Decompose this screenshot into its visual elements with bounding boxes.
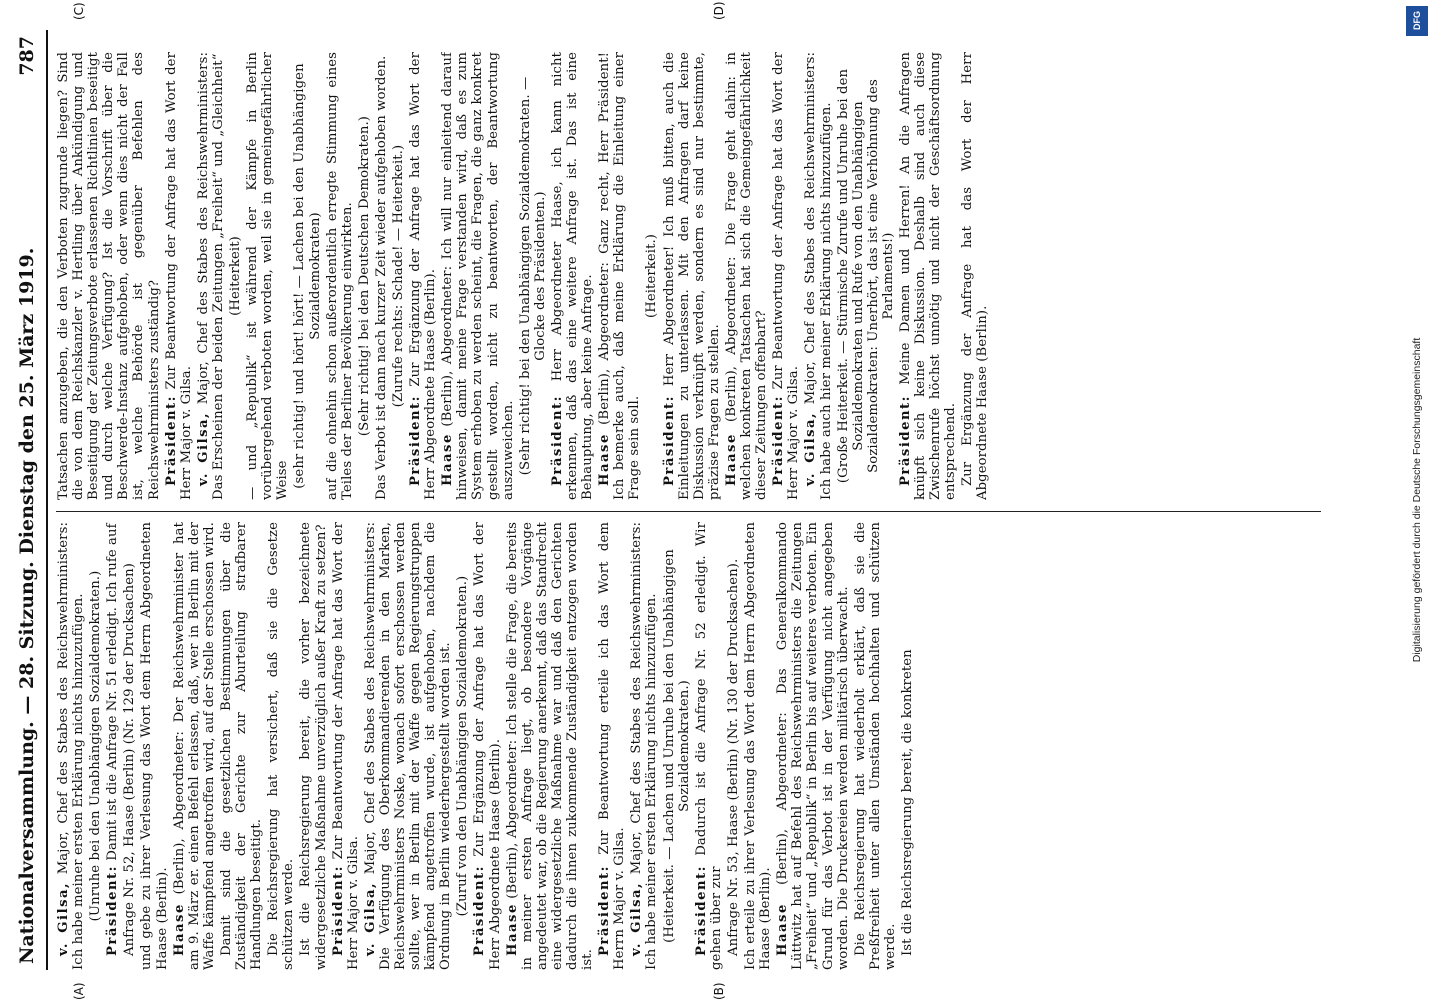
- speech-paragraph: [597, 522, 627, 970]
- paragraph-text: (Heiterkeit): [228, 236, 244, 316]
- paragraph: [960, 52, 990, 500]
- speech-paragraph: [164, 52, 194, 500]
- speech-paragraph: [550, 52, 595, 500]
- dfg-logo: DFG: [1406, 6, 1428, 36]
- speaker-name: Präsident:: [408, 394, 424, 486]
- paragraph-text: (Unruhe bei den Unabhängigen Sozialdemokraten.): [88, 570, 104, 922]
- stage-direction: [292, 52, 322, 500]
- speaker-name: Haase: [775, 903, 791, 956]
- speech-paragraph: [331, 522, 361, 970]
- speech-paragraph: [694, 522, 724, 970]
- paragraph-text: Zur Ergänzung der Anfrage hat das Wort der Herr Abgeordnete Haase (Berlin).: [472, 522, 503, 970]
- speaker-name: Haase: [440, 433, 456, 486]
- paragraph: [743, 522, 773, 970]
- digitization-credit: Digitalisierung gefördert durch die Deutsche Forschungsgemeinschaft: [1411, 337, 1423, 663]
- paragraph-text: (Große Heiterkeit. — Stürmische Zurufe und Unruhe bei den Sozialdemokraten und Rufe von den Unabhängigen Sozialdemokraten: Unerhört, das ist eine Verhöhnung des Parlaments!): [835, 68, 896, 484]
- speech-paragraph: [898, 52, 958, 500]
- paragraph-text: Damit ist die Anfrage Nr. 51 erledigt. Ich rufe auf: [105, 523, 121, 865]
- paragraph-text: Herr Abgeordneter! Ich muß bitten, auch die Einleitungen zu unterlassen. Mit den Anfragen darf keine Diskussion verknüpft werden, sondern es sind nur bestimmte, präzise Fragen zu stellen.: [661, 52, 722, 500]
- paragraph-text: Major, Chef des Stabes des Reichswehrministers: Ich habe meiner ersten Erklärung nichts hinzuzufügen.: [56, 522, 87, 970]
- paragraph: [56, 52, 162, 500]
- stage-direction: [455, 522, 470, 970]
- speaker-name: Präsident:: [661, 394, 677, 486]
- paragraph-text: Ich erteile zu ihrer Verlesung das Wort dem Herrn Abgeordneten Haase (Berlin).: [743, 522, 774, 970]
- paragraph-text: Zur Beantwortung der Anfrage hat das Wort der Herr Major v. Gilsa.: [771, 52, 802, 500]
- margin-marker-b: (B): [712, 982, 726, 1000]
- page-number: 787: [16, 36, 38, 76]
- speaker-name: Haase: [504, 903, 520, 956]
- paragraph-text: und gebe zu ihrer Verlesung das Wort dem Herrn Abgeordneten Haase (Berlin).: [139, 522, 170, 970]
- speaker-name: Präsident:: [472, 864, 488, 956]
- paragraph-text: Das Verbot ist dann nach kurzer Zeit wieder aufgehoben worden.: [373, 55, 389, 500]
- paragraph-text: (Berlin), Abgeordneter: Ich stelle die Frage, die bereits in meiner ersten Anfrage liegt, ob besondere Vorgänge angedeutet war, ob die Regierung anerkennt, daß das Standrecht eine widergesetzliche Maßnahme war und daß den Gerichten dadurch die ihnen zukommende Zuständigkeit entzogen worden ist.: [504, 522, 596, 970]
- paragraph-text: (Berlin), Abgeordneter: Die Frage geht dahin: in welchen konkreten Tatsachen hat sich die Gemeingefährlichkeit dieser Zeitungen offenbart?: [723, 52, 770, 500]
- paragraph-text: Major, Chef des Stabes des Reichswehrministers: Die Verfügung des Oberkommandierenden in den Marken, Reichswehrministers Noske, wonach sofort erschossen werden sollte, wer in Berlin mit der Waffe gegen Regierungstruppen kämpfend angetroffen wurde, ist aufgehoben, nachdem die Ordnung in Berlin wiederhergestellt worden ist.: [362, 522, 454, 970]
- paragraph: [122, 522, 137, 970]
- column-divider: [56, 511, 1321, 512]
- stage-direction: [662, 522, 692, 970]
- paragraph-text: Die Reichsregierung hat versichert, daß sie die Gesetze schützen werde.: [266, 522, 297, 970]
- paragraph: [726, 522, 741, 970]
- speaker-name: Präsident:: [330, 864, 346, 956]
- right-column: [56, 52, 1321, 500]
- left-column: [56, 522, 1321, 970]
- speech-paragraph: [724, 52, 769, 500]
- paragraph-text: Dadurch ist die Anfrage Nr. 52 erledigt. Wir gehen über zur: [693, 522, 724, 970]
- paragraph-text: Herr Abgeordneter Haase, ich kann nicht erkennen, daß das eine weitere Anfrage ist. Das ist eine Behauptung, aber keine Anfrage.: [549, 52, 596, 500]
- speaker-name: Präsident:: [105, 864, 121, 956]
- paragraph-text: Zur Beantwortung erteile ich das Wort dem Herrn Major v. Gilsa.: [597, 522, 628, 970]
- stage-direction: [644, 52, 659, 500]
- stage-direction: [228, 52, 243, 500]
- speech-paragraph: [472, 522, 502, 970]
- paragraph-text: (Berlin), Abgeordneter: Ich will nur einleitend darauf hinweisen, damit meine Frage verstanden wird, daß es zum System erhoben zu werden scheint, die Fragen, die ganz konkret gestellt worden, nicht zu beantworten, der Beantwortung auszuweichen.: [440, 52, 516, 500]
- paragraph-text: (Heiterkeit.): [644, 233, 660, 319]
- paragraph-text: (Sehr richtig! bei den Unabhängigen Sozialdemokraten. — Glocke des Präsidenten.): [517, 76, 548, 476]
- speaker-name: Haase: [723, 433, 739, 486]
- speech-paragraph: [56, 522, 86, 970]
- paragraph-text: Major, Chef des Stabes des Reichswehrministers: Ich habe auch hier meiner Erklärung nichts hinzuzufügen.: [803, 52, 834, 500]
- speaker-name: Präsident:: [771, 394, 787, 486]
- paragraph-text: Major, Chef des Stabes des Reichswehrministers: Ich habe meiner ersten Erklärung nichts hinzuzufügen.: [629, 522, 660, 970]
- speech-paragraph: [505, 522, 596, 970]
- paragraph: [219, 522, 264, 970]
- speaker-name: Präsident:: [693, 864, 709, 956]
- speech-paragraph: [363, 522, 454, 970]
- paragraph-text: Meine Damen und Herren! An die Anfragen knüpft sich keine Diskussion. Deshalb sind auch diese Zwischenrufe höchst unnötig und nicht der Geschäftsordnung entsprechend.: [897, 52, 959, 500]
- paragraph-text: auf die ohnehin schon außerordentlich erregte Stimmung eines Teiles der Berliner Bevölkerung einwirkten.: [324, 52, 355, 500]
- stage-direction: [391, 52, 406, 500]
- paragraph-text: Zur Ergänzung der Anfrage hat das Wort der Herr Abgeordnete Haase (Berlin).: [960, 52, 991, 500]
- stage-direction: [518, 52, 548, 500]
- speaker-name: Präsident:: [549, 394, 565, 486]
- stage-direction: [836, 52, 896, 500]
- speaker-name: v. Gilsa,: [362, 881, 378, 956]
- paragraph-text: Anfrage Nr. 53, Haase (Berlin) (Nr. 130 der Drucksachen).: [725, 558, 741, 956]
- credit-sidebar: [1400, 0, 1434, 1000]
- paragraph-text: Zur Beantwortung der Anfrage hat das Wort der Herr Major v. Gilsa.: [163, 52, 194, 500]
- paragraph-text: Major, Chef des Stabes des Reichswehrministers: Das Erscheinen der beiden Zeitungen „Freiheit“ und „Gleichheit“: [195, 52, 226, 500]
- speech-paragraph: [662, 52, 722, 500]
- speech-paragraph: [775, 522, 850, 970]
- speaker-name: v. Gilsa,: [803, 411, 819, 486]
- stage-direction: [88, 522, 103, 970]
- speech-paragraph: [408, 52, 438, 500]
- speaker-name: v. Gilsa,: [629, 881, 645, 956]
- speaker-name: v. Gilsa,: [56, 881, 71, 956]
- paragraph-text: (Berlin), Abgeordneter: Der Reichswehrminister hat am 9. März er. einen Befehl erlassen, daß, wer in Berlin mit der Waffe kämpfend angetroffen wird, auf der Stelle erschossen wird.: [171, 522, 217, 970]
- speech-paragraph: [771, 52, 801, 500]
- paragraph-text: (Heiterkeit. — Lachen und Unruhe bei den Unabhängigen Sozialdemokraten.): [661, 549, 692, 943]
- speaker-name: Haase: [597, 433, 613, 486]
- paragraph: [374, 52, 389, 500]
- running-head: Nationalversammlung. — 28. Sitzung. Dienstag den 25. März 1919.: [16, 247, 38, 964]
- paragraph-text: Damit sind die gesetzlichen Bestimmungen über die Zuständigkeit der Gerichte zur Aburteilung strafbarer Handlungen beseitigt.: [218, 522, 265, 970]
- speech-paragraph: [597, 52, 642, 500]
- paragraph-text: Zur Beantwortung der Anfrage hat das Wort der Herr Major v. Gilsa.: [330, 522, 361, 970]
- speaker-name: Präsident:: [597, 864, 613, 956]
- paragraph-text: (Zurufe rechts: Schade! — Heiterkeit.): [390, 144, 406, 408]
- speaker-name: Präsident:: [163, 394, 179, 486]
- paragraph-text: Ist die Reichsregierung bereit, die vorher bezeichnete widergesetzliche Maßnahme unverzüglich außer Kraft zu setzen?: [298, 522, 329, 970]
- paragraph-text: Anfrage Nr. 52, Haase (Berlin) (Nr. 129 der Drucksachen): [122, 563, 138, 956]
- paragraph-text: (Sehr richtig! bei den Deutschen Demokraten.): [356, 115, 372, 437]
- paragraph-text: (Berlin), Abgeordneter: Das Generalkommando Lüttwitz hat auf Befehl des Reichswehrministers die Zeitungen „Freiheit“ und „Republik“ in Berlin bis auf weiteres verboten. Ein Grund für das Verbot ist in der Verfügung nicht angegeben worden. Die Druckereien werden militärisch überwacht.: [775, 522, 851, 970]
- speech-paragraph: [196, 52, 226, 500]
- stage-direction: [357, 52, 372, 500]
- paragraph: [245, 52, 290, 500]
- paragraph: [900, 522, 915, 970]
- margin-marker-c: (C): [72, 2, 86, 20]
- speaker-name: v. Gilsa,: [195, 411, 211, 486]
- speech-paragraph: [172, 522, 217, 970]
- paragraph: [325, 52, 355, 500]
- paragraph: [853, 522, 898, 970]
- paragraph-text: Tatsachen anzugeben, die den Verboten zugrunde liegen? Sind die von dem Reichskanzler v. Hertling über Ankündigung und Beseitigung der Zeitungsverbote erlassenen Richtlinien beseitigt und durch welche Verfügung? Ist die Vorschrift über die Beschwerde-Instanz aufgehoben, oder wenn dies nicht der Fall ist, welche Behörde ist gegenüber Befehlen des Reichswehrministers zuständig?: [56, 52, 162, 500]
- paragraph-text: Zur Ergänzung der Anfrage hat das Wort der Herr Abgeordnete Haase (Berlin).: [408, 52, 439, 500]
- margin-marker-d: (D): [712, 1, 726, 20]
- speech-paragraph: [803, 52, 833, 500]
- speaker-name: Haase: [171, 903, 187, 956]
- paragraph-text: (Zuruf von den Unabhängigen Sozialdemokraten.): [455, 575, 471, 917]
- paragraph-text: Ist die Reichsregierung bereit, die konkreten: [899, 649, 915, 956]
- paragraph-text: Die Reichsregierung hat wiederholt erklärt, daß sie die Preßfreiheit unter allen Umständen hochhalten und schützen werde.: [852, 522, 898, 970]
- paragraph-text: (sehr richtig! und hört! hört! — Lachen bei den Unabhängigen Sozialdemokraten): [292, 63, 323, 489]
- paragraph: [298, 522, 328, 970]
- paragraph-text: — und „Republik“ ist während der Kämpfe in Berlin vorübergehend verboten worden, weil sie in gemeingefährlicher Weise: [245, 52, 291, 500]
- page-header: [12, 30, 48, 970]
- paragraph: [266, 522, 296, 970]
- paragraph: [139, 522, 169, 970]
- speech-paragraph: [105, 522, 120, 970]
- speech-paragraph: [629, 522, 659, 970]
- document-page: [12, 1, 1342, 1000]
- margin-marker-a: (A): [72, 982, 86, 1000]
- speech-paragraph: [440, 52, 515, 500]
- paragraph-text: (Berlin), Abgeordneter: Ganz recht, Herr Präsident! Ich bemerke auch, daß meine Erklärung die Einleitung einer Frage sein soll.: [597, 52, 643, 500]
- speaker-name: Präsident:: [897, 394, 913, 486]
